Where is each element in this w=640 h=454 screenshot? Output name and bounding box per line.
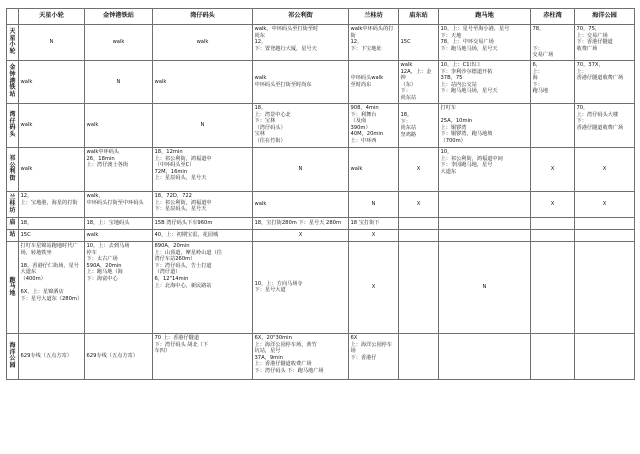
- table-row: [7, 60, 635, 103]
- cell-line: 18，72D，722: [154, 192, 192, 199]
- table-cell: [575, 60, 635, 103]
- table-cell: [19, 241, 85, 333]
- cell-line: 下：李利沙尔德道开拓: [440, 68, 493, 75]
- cell-line: 下：: [532, 81, 543, 88]
- cell-line: 下：太古广场: [86, 256, 118, 263]
- cell-line: 15C: [400, 39, 411, 46]
- table-cell: [531, 241, 575, 333]
- cell-line: X: [416, 201, 421, 208]
- row-header: 金钟港铁站: [7, 60, 19, 103]
- table-cell: [349, 229, 399, 241]
- cell-line: walk中环码头的打街: [350, 26, 394, 39]
- cell-line: walk，中环码头至打街至时: [254, 26, 319, 32]
- table-cell: [575, 229, 635, 241]
- cell-line: （及南: [350, 118, 367, 125]
- cell-line: 下：: [576, 118, 587, 125]
- cell-line: X: [550, 166, 555, 173]
- cell-line: 大道东: [440, 168, 457, 175]
- cell-line: 890A，20min: [154, 242, 190, 249]
- table-cell: [19, 147, 85, 191]
- cell-line: N: [371, 201, 376, 208]
- table-cell: [531, 103, 575, 147]
- cell-line: walk: [20, 78, 33, 85]
- cell-line: 上：星辰码头，星号天: [154, 175, 207, 182]
- cell-line: 下：: [400, 118, 411, 125]
- cell-line: walk: [112, 39, 125, 46]
- table-cell: [439, 333, 531, 379]
- cell-line: walk: [20, 166, 33, 173]
- table-cell: [19, 333, 85, 379]
- cell-line: 12，: [254, 39, 267, 46]
- table-cell: [575, 25, 635, 61]
- cell-line: 上：跑马地（海: [86, 269, 123, 276]
- cell-line: 6，: [532, 61, 541, 68]
- cell-line: 37B，75: [440, 75, 463, 82]
- cell-line: 上：海洋公园停车场: [350, 341, 393, 355]
- cell-line: 6，12"14min: [154, 275, 189, 282]
- cell-line: [533, 220, 573, 227]
- cell-line: 下：香港仔隧道: [576, 39, 613, 46]
- cell-line: 停车: [86, 249, 97, 256]
- cell-line: X: [416, 166, 421, 173]
- table-cell: [253, 241, 349, 333]
- cell-line: 590A，20min: [86, 262, 122, 269]
- table-cell: [399, 333, 439, 379]
- cell-line: [441, 232, 529, 239]
- cell-line: 上：香港仔隧道收费广场: [254, 361, 312, 368]
- row-header: 湾仔码头: [7, 103, 19, 147]
- cell-line: 香港仔隧道收费广场: [576, 75, 624, 82]
- table-cell: [19, 191, 85, 217]
- cell-line: [577, 335, 633, 342]
- cell-line: 下：铜锣湾，跑马地坡: [440, 131, 493, 138]
- table-cell: [153, 147, 253, 191]
- cell-line: 打叮车: [440, 104, 457, 111]
- cell-line: walk: [254, 75, 267, 82]
- cell-line: 12A，上：金钟: [400, 68, 432, 82]
- cell-line: 18，宝打街280m 下：星号天 280m: [254, 220, 341, 227]
- row-header: 天星小轮: [7, 25, 19, 61]
- cell-line: 10，上：C1出口: [440, 61, 480, 68]
- table-cell: [575, 147, 635, 191]
- table-cell: [575, 217, 635, 229]
- cell-line: 下：: [532, 45, 543, 52]
- cell-line: 上：北海中心，新民路站: [154, 282, 212, 289]
- table-cell: [531, 147, 575, 191]
- table-cell: [19, 217, 85, 229]
- cell-line: 10，上：星号至海小港，星号: [440, 26, 510, 32]
- cell-line: 尚东站: [400, 94, 417, 101]
- column-header: 兰桂坊: [349, 9, 399, 25]
- table-cell: [153, 103, 253, 147]
- table-cell: [153, 333, 253, 379]
- cell-line: （中环码头至C）: [154, 162, 195, 169]
- cell-line: （700m）: [440, 137, 466, 144]
- table-cell: [575, 333, 635, 379]
- cell-line: walk，: [86, 192, 104, 199]
- table-row: [7, 241, 635, 333]
- cell-line: 下：李园跑马地，星号: [440, 162, 493, 169]
- table-cell: [85, 103, 153, 147]
- cell-line: 至时尚东: [350, 81, 372, 88]
- table-cell: [153, 217, 253, 229]
- column-header: 祁公利街: [253, 9, 349, 25]
- cell-line: 10，: [440, 148, 453, 155]
- header-row: [7, 9, 635, 25]
- cell-line: 18，香港仔仁街场，星号大道东: [20, 262, 79, 276]
- cell-line: [533, 33, 573, 40]
- cell-line: 78，上：中环交易广场: [440, 39, 494, 46]
- cell-line: 下：利舞台: [350, 111, 377, 118]
- cell-line: [401, 220, 437, 227]
- cell-line: 中环码头至打街至时尚东: [254, 81, 312, 88]
- table-row: [7, 333, 635, 379]
- table-cell: [253, 103, 349, 147]
- cell-line: 下：星号大道: [254, 287, 286, 294]
- cell-line: walk: [196, 39, 209, 46]
- column-header: 庙东站: [399, 9, 439, 25]
- table-row: [7, 147, 635, 191]
- cell-line: X: [602, 201, 607, 208]
- cell-line: 上：湾仔渡士各街: [86, 162, 129, 169]
- cell-line: 下：湾仔码头，告士打道: [154, 262, 212, 269]
- corner-cell: [7, 9, 19, 25]
- cell-line: [577, 232, 633, 239]
- cell-line: [441, 335, 529, 342]
- cell-line: 72M，16min: [154, 168, 188, 175]
- row-header: 庙: [7, 217, 19, 229]
- cell-line: N: [49, 39, 54, 46]
- cell-line: X: [602, 166, 607, 173]
- table-cell: [253, 60, 349, 103]
- cell-line: 上：宝地港，海星的打街: [20, 199, 78, 206]
- table-cell: [531, 333, 575, 379]
- cell-line: 车四）: [154, 348, 171, 355]
- cell-line: walk中环码头: [86, 148, 120, 155]
- cell-line: [533, 112, 573, 119]
- cell-line: 70，: [576, 104, 589, 111]
- cell-line: 下：宝林: [254, 118, 276, 125]
- table-row: [7, 191, 635, 217]
- cell-line: 交易广场: [532, 52, 554, 59]
- table-cell: [531, 60, 575, 103]
- table-cell: [85, 191, 153, 217]
- row-header: 跑马地: [7, 241, 19, 333]
- table-cell: [253, 229, 349, 241]
- cell-line: N: [298, 166, 303, 173]
- cell-line: 15B 湾仔码头下车960m: [154, 220, 213, 227]
- table-cell: [349, 217, 399, 229]
- table-cell: [439, 229, 531, 241]
- cell-line: walk: [400, 61, 413, 68]
- cell-line: 下：天地: [440, 32, 462, 39]
- table-cell: [349, 191, 399, 217]
- cell-line: 下：星辰码头，星号天: [154, 206, 207, 213]
- cell-line: 40M，20min: [350, 131, 384, 138]
- table-cell: [253, 25, 349, 61]
- table-cell: [349, 241, 399, 333]
- cell-line: 10，上：方向马场寺: [254, 280, 303, 287]
- cell-line: 上：山顶道，摩星岭山道（往: [154, 249, 222, 256]
- table-cell: [253, 333, 349, 379]
- cell-line: 上：祁公利街，鸿福道中: [154, 199, 212, 206]
- cell-line: 629专线（五点方寄）: [86, 353, 138, 360]
- table-cell: [19, 103, 85, 147]
- cell-line: 40，上：初期宝雷，花园城: [154, 232, 219, 239]
- column-header: 天星小轮: [19, 9, 85, 25]
- table-cell: [19, 60, 85, 103]
- table-row: [7, 217, 635, 229]
- cell-line: 18，上：宝地码头: [86, 220, 130, 227]
- cell-line: 12，: [20, 192, 33, 199]
- table-cell: [253, 147, 349, 191]
- cell-line: [441, 112, 529, 119]
- cell-line: N: [116, 78, 121, 85]
- cell-line: [577, 243, 633, 250]
- cell-line: X: [298, 232, 303, 239]
- cell-line: 70，37X，: [576, 61, 604, 68]
- table-cell: [153, 229, 253, 241]
- table-cell: [575, 241, 635, 333]
- cell-line: 坚鸡路: [400, 132, 417, 139]
- cell-line: walk: [86, 122, 99, 129]
- cell-line: 上：祁公利街，鸿福道中间: [440, 155, 503, 162]
- cell-line: 12，: [350, 39, 363, 46]
- table-cell: [153, 191, 253, 217]
- cell-line: 下：香港仔: [350, 354, 377, 361]
- cell-line: [21, 256, 83, 263]
- cell-line: 629专线（五点方寄）: [20, 353, 72, 360]
- table-cell: [439, 147, 531, 191]
- cell-line: 6X: [350, 334, 358, 341]
- table-cell: [153, 241, 253, 333]
- cell-line: 香港仔隧道收费广场: [576, 124, 624, 131]
- cell-line: walk: [20, 122, 33, 129]
- table-cell: [399, 103, 439, 147]
- column-header: 赤柱湾: [531, 9, 575, 25]
- cell-line: [441, 220, 529, 227]
- table-cell: [349, 147, 399, 191]
- row-header: 海洋公园: [7, 333, 19, 379]
- table-cell: [253, 217, 349, 229]
- cell-line: 中环码头walk: [350, 75, 384, 82]
- cell-line: [533, 243, 573, 250]
- cell-line: 908，4min: [350, 104, 379, 111]
- column-header: 跑马地: [439, 9, 531, 25]
- cell-line: N: [482, 284, 487, 291]
- table-cell: [575, 191, 635, 217]
- cell-line: （湾仔道）: [154, 269, 181, 276]
- cell-line: 下：海富中心: [86, 275, 118, 282]
- cell-line: 上：交易广场: [576, 32, 608, 39]
- cell-line: 上：海洋公园停车场，黄竹: [254, 341, 317, 348]
- cell-line: 宝林: [254, 131, 265, 138]
- column-header: 海洋公园: [575, 9, 635, 25]
- cell-line: 下：湾仔码头 胡北（下: [154, 341, 209, 348]
- table-cell: [439, 60, 531, 103]
- cell-line: 上：: [532, 68, 543, 75]
- cell-line: [401, 243, 437, 250]
- cell-line: 70，75，: [576, 26, 601, 32]
- cell-line: N: [200, 122, 205, 129]
- cell-line: （住在竹街）: [254, 137, 286, 144]
- cell-line: 下：置登越行大厦，星号天: [254, 45, 317, 52]
- cell-line: 下：跑马地马场，星号天: [440, 45, 498, 52]
- cell-line: （东）: [400, 81, 417, 88]
- cell-line: 26，18min: [86, 155, 115, 162]
- cell-line: [441, 193, 529, 200]
- row-header: 祁公利街: [7, 147, 19, 191]
- cell-line: [401, 335, 437, 342]
- table-cell: [531, 229, 575, 241]
- cell-line: 6X，20"30min: [254, 334, 292, 341]
- table-cell: [531, 191, 575, 217]
- cell-line: 海: [532, 75, 538, 82]
- table-cell: [399, 25, 439, 61]
- table-cell: [19, 229, 85, 241]
- cell-line: 收费广场: [576, 45, 598, 52]
- cell-line: [401, 232, 437, 239]
- table-row: [7, 25, 635, 61]
- table-cell: [85, 333, 153, 379]
- cell-line: 18，: [20, 220, 33, 227]
- table-cell: [439, 241, 531, 333]
- table-cell: [439, 25, 531, 61]
- cell-line: 尚东: [254, 32, 265, 39]
- cell-line: 上：祁公利街，鸿福道中: [154, 155, 212, 162]
- cell-line: 390m）: [350, 124, 371, 131]
- cell-line: 坑站，星号: [254, 348, 281, 355]
- cell-line: 25A，10min: [440, 118, 473, 125]
- cell-line: X: [550, 201, 555, 208]
- cell-line: （湾仔码头）: [254, 124, 286, 131]
- cell-line: 湾仔车站260m）: [154, 256, 196, 263]
- cell-line: 18 宝打街下: [350, 220, 380, 227]
- route-matrix-table: [6, 8, 635, 380]
- table-cell: [531, 217, 575, 229]
- cell-line: walk: [86, 232, 99, 239]
- cell-line: 上：站内公交站: [440, 81, 477, 88]
- table-cell: [399, 147, 439, 191]
- column-header: 湾仔码头: [153, 9, 253, 25]
- cell-line: 尚东站: [400, 125, 417, 132]
- cell-line: 18，: [400, 112, 413, 119]
- table-cell: [439, 191, 531, 217]
- table-cell: [531, 25, 575, 61]
- table-cell: [85, 217, 153, 229]
- table-cell: [85, 147, 153, 191]
- cell-line: 打叮车星锦站跑地时代广场，转地铁坐: [20, 242, 78, 256]
- cell-line: 18，12min: [154, 148, 183, 155]
- table-cell: [349, 25, 399, 61]
- table-cell: [349, 103, 399, 147]
- table-cell: [575, 103, 635, 147]
- table-cell: [349, 60, 399, 103]
- cell-line: 下：: [400, 88, 411, 95]
- cell-line: [533, 335, 573, 342]
- cell-line: 中环码头打街至中环码头: [86, 199, 144, 206]
- cell-line: 上：湾景中心北: [254, 111, 291, 118]
- cell-line: 70 上：香港仔隧道: [154, 334, 200, 341]
- cell-line: walk: [154, 78, 167, 85]
- table-row: [7, 103, 635, 147]
- cell-line: 下：星号大道东（280m）: [20, 295, 83, 302]
- cell-line: 上：中环西: [350, 137, 377, 144]
- cell-line: （400m）: [20, 275, 46, 282]
- cell-line: 上：铜锣湾: [440, 124, 467, 131]
- cell-line: 78，: [532, 26, 545, 32]
- table-cell: [399, 60, 439, 103]
- cell-line: 6X，上：星锦酒店: [20, 289, 64, 296]
- cell-line: [577, 220, 633, 227]
- cell-line: 上：: [576, 68, 587, 75]
- cell-line: 37A，9min: [254, 354, 283, 361]
- table-cell: [399, 191, 439, 217]
- cell-line: walk: [350, 166, 363, 173]
- table-cell: [85, 229, 153, 241]
- table-cell: [439, 217, 531, 229]
- table-cell: [253, 191, 349, 217]
- table-cell: [85, 25, 153, 61]
- cell-line: [533, 232, 573, 239]
- table-cell: [349, 333, 399, 379]
- cell-line: 18，: [254, 104, 267, 111]
- row-header: 站: [7, 229, 19, 241]
- cell-line: 下：跑马地马场，星号天: [440, 88, 498, 95]
- row-header: 兰桂坊: [7, 191, 19, 217]
- table-cell: [439, 103, 531, 147]
- table-cell: [85, 241, 153, 333]
- cell-line: walk: [254, 201, 267, 208]
- cell-line: 下：下宝地址: [350, 45, 382, 52]
- table-cell: [399, 241, 439, 333]
- cell-line: 上：湾仔码头大楼: [576, 111, 619, 118]
- table-cell: [153, 25, 253, 61]
- cell-line: 15C: [20, 232, 31, 239]
- cell-line: [533, 39, 573, 46]
- cell-line: X: [371, 284, 376, 291]
- table-cell: [399, 229, 439, 241]
- cell-line: [533, 105, 573, 112]
- cell-line: 下：湾仔码头 下：跑马地广场: [254, 367, 324, 374]
- table-cell: [85, 60, 153, 103]
- cell-line: 10，上：去到马场: [86, 242, 130, 249]
- cell-line: X: [371, 232, 376, 239]
- table-row: [7, 229, 635, 241]
- table-cell: [399, 217, 439, 229]
- cell-line: 跑马地: [532, 88, 549, 95]
- table-cell: [153, 60, 253, 103]
- table-cell: [19, 25, 85, 61]
- column-header: 金钟港铁站: [85, 9, 153, 25]
